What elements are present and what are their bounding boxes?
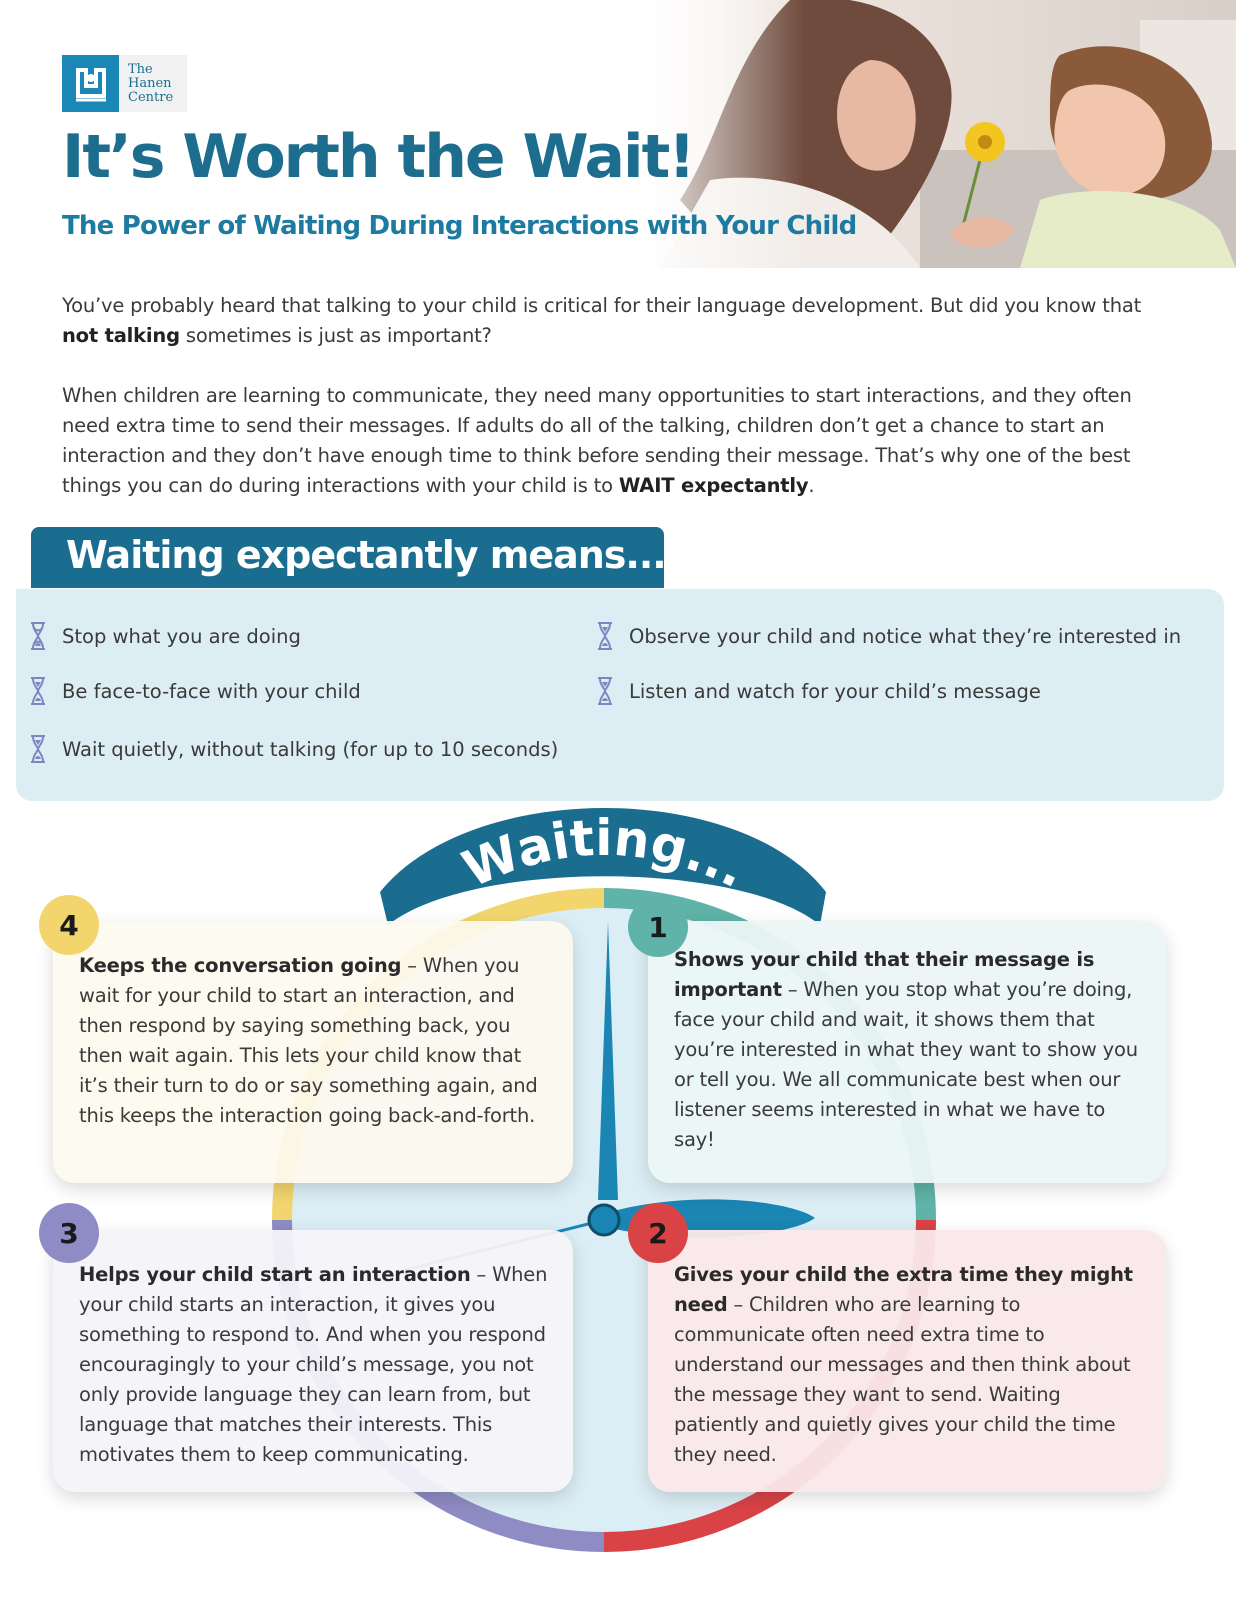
list-item: Observe your child and notice what they’re interested in	[595, 621, 1181, 651]
badge-2: 2	[628, 1203, 688, 1263]
badge-1: 1	[628, 897, 688, 957]
intro-paragraph-2: When children are learning to communicate, they need many opportunities to start interactions, and they often need extra time to send their messages. If adults do all of the talking, children don’t get a chance to start an interaction and they don’t have enough time to think before sending their message. That’s why one of the best things you can do during interactions with your child is to WAIT expectantly.	[62, 384, 1132, 497]
hanen-logo-icon	[62, 55, 119, 112]
list-item: Listen and watch for your child’s message	[595, 676, 1041, 706]
section-tab	[31, 527, 664, 588]
card-keeps-conversation-going: Keeps the conversation going – When you wait for your child to start an interaction, and then respond by saying something back, you then wait again. This lets your child know that it’s their turn to do or say something again, and this keeps the interaction going back-and-forth.	[53, 921, 573, 1183]
waiting-clock-diagram	[0, 800, 1236, 1600]
waiting-heading: Waiting...	[454, 808, 756, 900]
logo-wordmark: The Hanen Centre	[128, 61, 174, 105]
hanen-centre-logo	[62, 55, 187, 112]
card-extra-time: Gives your child the extra time they might need – Children who are learning to communicate often need extra time to understand our messages and then think about the message they want to send. Waiting patiently and quietly gives your child the time they need.	[648, 1230, 1166, 1492]
clock-center	[589, 1205, 619, 1235]
list-item: Stop what you are doing	[28, 621, 301, 651]
list-item: Be face-to-face with your child	[28, 676, 361, 706]
list-item: Wait quietly, without talking (for up to 10 seconds)	[28, 734, 558, 764]
page-subtitle: The Power of Waiting During Interactions with Your Child	[62, 211, 857, 241]
intro-paragraph-1: You’ve probably heard that talking to your child is critical for their language development. But did you know that not talking sometimes is just as important?	[62, 294, 1142, 347]
badge-4: 4	[39, 895, 99, 955]
section-heading: Waiting expectantly means...	[66, 533, 666, 577]
hourglass-icon	[595, 676, 615, 706]
badge-3: 3	[39, 1203, 99, 1263]
hourglass-icon	[28, 734, 48, 764]
hourglass-icon	[28, 621, 48, 651]
hourglass-icon	[28, 676, 48, 706]
expectantly-panel	[16, 589, 1224, 801]
card-message-is-important: Shows your child that their message is important – When you stop what you’re doing, face your child and wait, it shows them that you’re interested in what they want to show you or tell you. We all communicate best when our listener seems interested in what we have to say!	[648, 921, 1166, 1183]
card-start-an-interaction: Helps your child start an interaction – When your child starts an interaction, it gives you something to respond to. And when you respond encouragingly to your child’s message, you not only provide language they can learn from, but language that matches their interests. This motivates them to keep communicating.	[53, 1230, 573, 1492]
page-title: It’s Worth the Wait!	[62, 122, 694, 192]
hourglass-icon	[595, 621, 615, 651]
